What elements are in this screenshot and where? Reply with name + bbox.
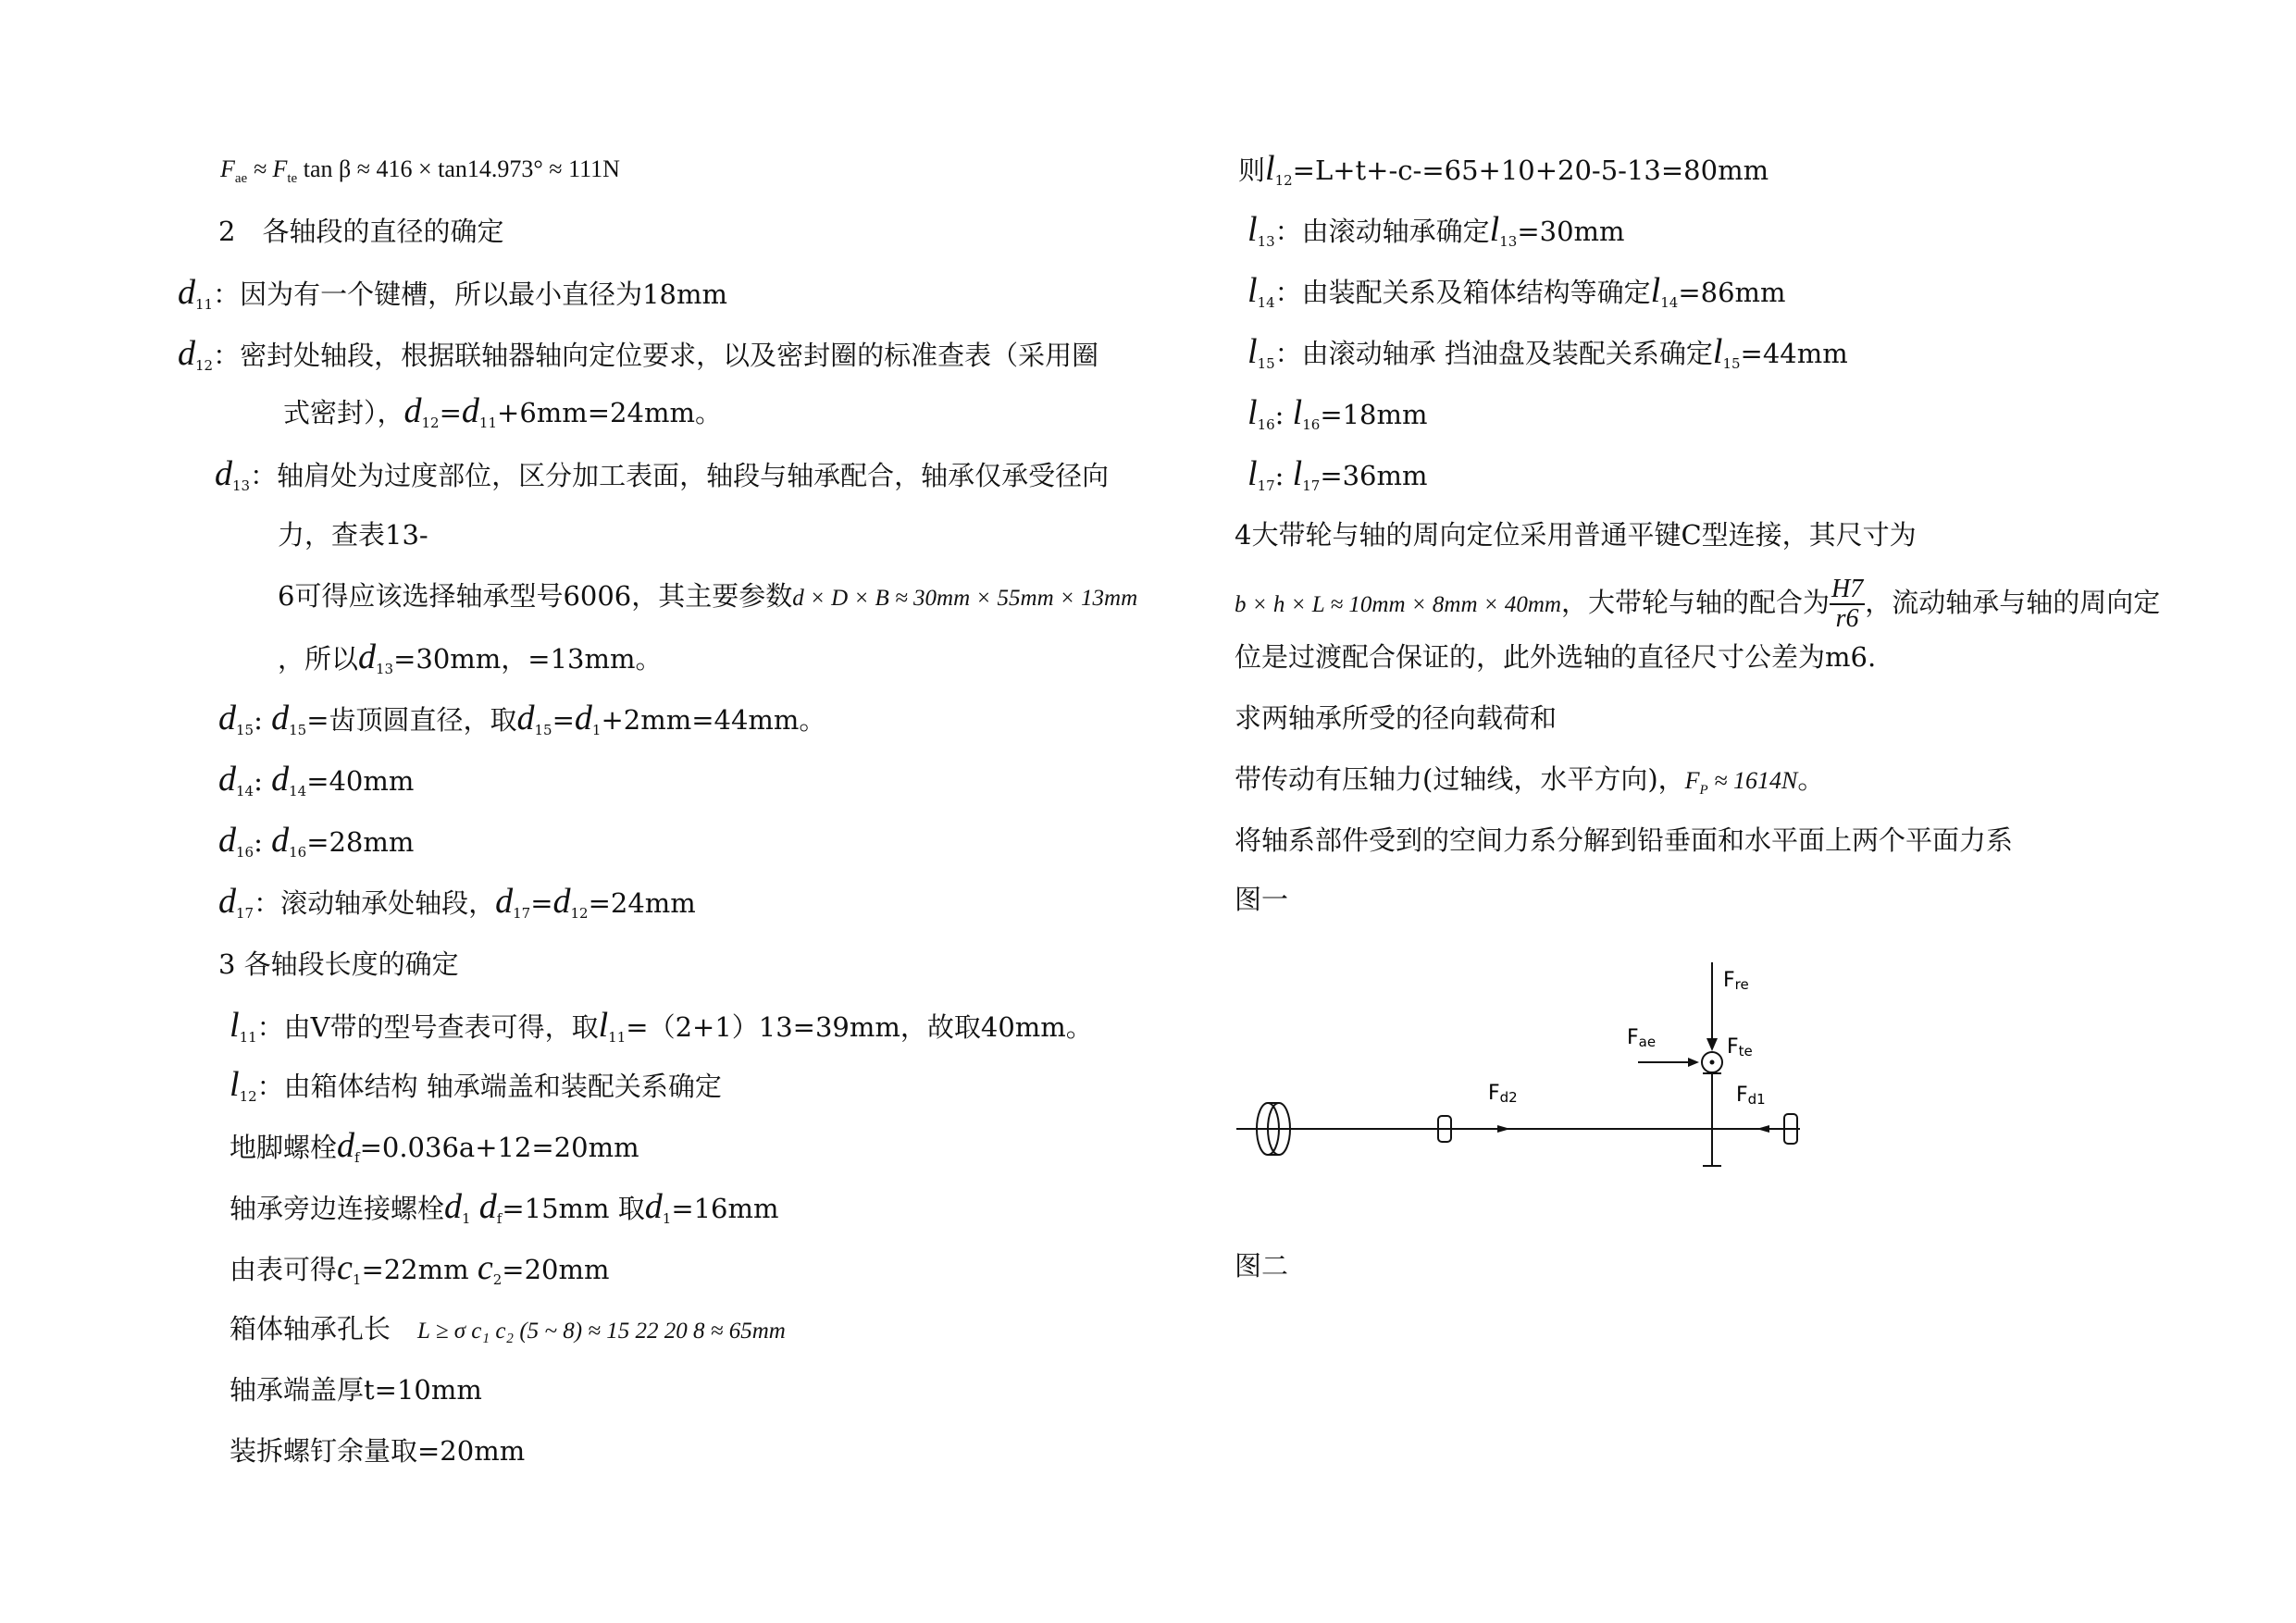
fte-dot-symbol bbox=[1710, 1060, 1715, 1065]
fre-label: Fre bbox=[1723, 969, 1749, 993]
L-line: 箱体轴承孔长 L ≥ σ c₁ c₂ (5 ~ 8) ≈ 15 22 20 8 ≈ 65mm bbox=[230, 1313, 786, 1344]
d15-line: $d_{15}$: $d_{15}=$齿顶圆直径，取$d_{15}=d_1+2mm=44mm$。 bbox=[218, 699, 826, 738]
fit-fraction: $\frac{H7}{r6}$ bbox=[1831, 575, 1864, 633]
key-line-3: 位是过渡配合保证的，此外选轴的直径尺寸公差为m6. bbox=[1235, 641, 1877, 673]
l16-line: $l_{16}$: $l_{16}=18mm$ bbox=[1247, 393, 1428, 433]
t-line: 轴承端盖厚t=10mm bbox=[230, 1374, 482, 1406]
belt-force-line: 带传动有压轴力(过轴线，水平方向)，$F_P \approx 1614N$。 bbox=[1235, 763, 1825, 798]
c-line: 由表可得$c_1=22mm$ $c_2=20mm$ bbox=[230, 1248, 610, 1288]
d13-line-2: 力，查表13- bbox=[278, 519, 428, 551]
d13-line-3: 6可得应该选择轴承型号6006，其主要参数d × D × B ≈ 30mm × 55mm × 13mm bbox=[278, 580, 1138, 612]
l14-line: $l_{14}$：由装配关系及箱体结构等确定$l_{14}=86mm$ bbox=[1247, 271, 1786, 311]
d11-line: $d_{11}$：因为有一个键槽，所以最小直径为18mm bbox=[178, 273, 727, 313]
key-line-1: 4大带轮与轴的周向定位采用普通平键C型连接，其尺寸为 bbox=[1235, 519, 1917, 551]
left-bearing-shape bbox=[1438, 1116, 1451, 1142]
d13-line: $d_{13}$：轴肩处为过度部位，区分加工表面，轴段与轴承配合，轴承仅承受径向 bbox=[215, 454, 1110, 494]
right-bearing-shape bbox=[1784, 1114, 1797, 1144]
d13-line-4: ，所以$d_{13}=30mm$，=13mm。 bbox=[278, 638, 663, 677]
section-3-title: 3 各轴段长度的确定 bbox=[218, 948, 459, 980]
figure-2-label: 图二 bbox=[1235, 1250, 1289, 1282]
fd1-arrowhead bbox=[1756, 1125, 1769, 1133]
shaft-force-diagram bbox=[1231, 953, 1823, 1175]
fae-label: Fae bbox=[1627, 1026, 1657, 1050]
d12-line-cont: 式密封），$d_{12}=d_{11}+6mm=24mm$。 bbox=[283, 391, 722, 431]
df-line: 地脚螺栓$d_f=0.036a+12=20mm$ bbox=[230, 1126, 639, 1166]
l12-line: $l_{12}$：由箱体结构 轴承端盖和装配关系确定 bbox=[230, 1065, 722, 1105]
fd2-arrowhead bbox=[1497, 1125, 1510, 1133]
l12-calc-line: 则$l_{12}=L+t+-c-=65+10+20-5-13=80mm$ bbox=[1238, 149, 1769, 189]
d16-line: $d_{16}$: $d_{16}=28mm$ bbox=[218, 821, 415, 861]
screw-line: 装拆螺钉余量取=20mm bbox=[230, 1435, 526, 1467]
fae-arrowhead bbox=[1688, 1058, 1699, 1067]
l11-line: $l_{11}$：由V带的型号查表可得，取$l_{11}=(2+1)13=39mm$，故取40mm。 bbox=[230, 1006, 1093, 1046]
decomposition-line: 将轴系部件受到的空间力系分解到铅垂面和水平面上两个平面力系 bbox=[1235, 824, 2014, 856]
l13-line: $l_{13}$：由滚动轴承确定$l_{13}=30mm$ bbox=[1247, 210, 1625, 250]
radial-load-line: 求两轴承所受的径向载荷和 bbox=[1235, 702, 1558, 734]
figure-1-label: 图一 bbox=[1235, 884, 1289, 915]
section-2-title: 2 各轴段的直径的确定 bbox=[218, 216, 504, 247]
d17-line: $d_{17}$：滚动轴承处轴段，$d_{17}=d_{12}=24mm$ bbox=[218, 882, 696, 922]
key-line-2: b × h × L ≈ 10mm × 8mm × 40mm，大带轮与轴的配合为 $\frac{H7}{r6}$ ，流动轴承与轴的周向定 bbox=[1235, 575, 2161, 633]
l17-line: $l_{17}$: $l_{17}=36mm$ bbox=[1247, 454, 1428, 494]
d14-line: $d_{14}$: $d_{14}=40mm$ bbox=[218, 760, 415, 799]
l15-line: $l_{15}$：由滚动轴承 挡油盘及装配关系确定$l_{15}=44mm$ bbox=[1247, 332, 1848, 372]
fte-label: Fte bbox=[1727, 1035, 1753, 1059]
d1-line: 轴承旁边连接螺栓$d_1$ $d_f=15mm$ 取$d_1=16mm$ bbox=[230, 1187, 779, 1227]
fae-equation: $F_{ae} \approx F_{te}$ tan β ≈ 416 × tan14.973° ≈ 111N bbox=[220, 155, 620, 186]
fd1-label: Fd1 bbox=[1736, 1084, 1766, 1108]
d12-line: $d_{12}$：密封处轴段，根据联轴器轴向定位要求，以及密封圈的标准查表（采用圈 bbox=[178, 334, 1099, 374]
fre-arrowhead bbox=[1706, 1038, 1718, 1051]
fd2-label: Fd2 bbox=[1488, 1082, 1518, 1106]
